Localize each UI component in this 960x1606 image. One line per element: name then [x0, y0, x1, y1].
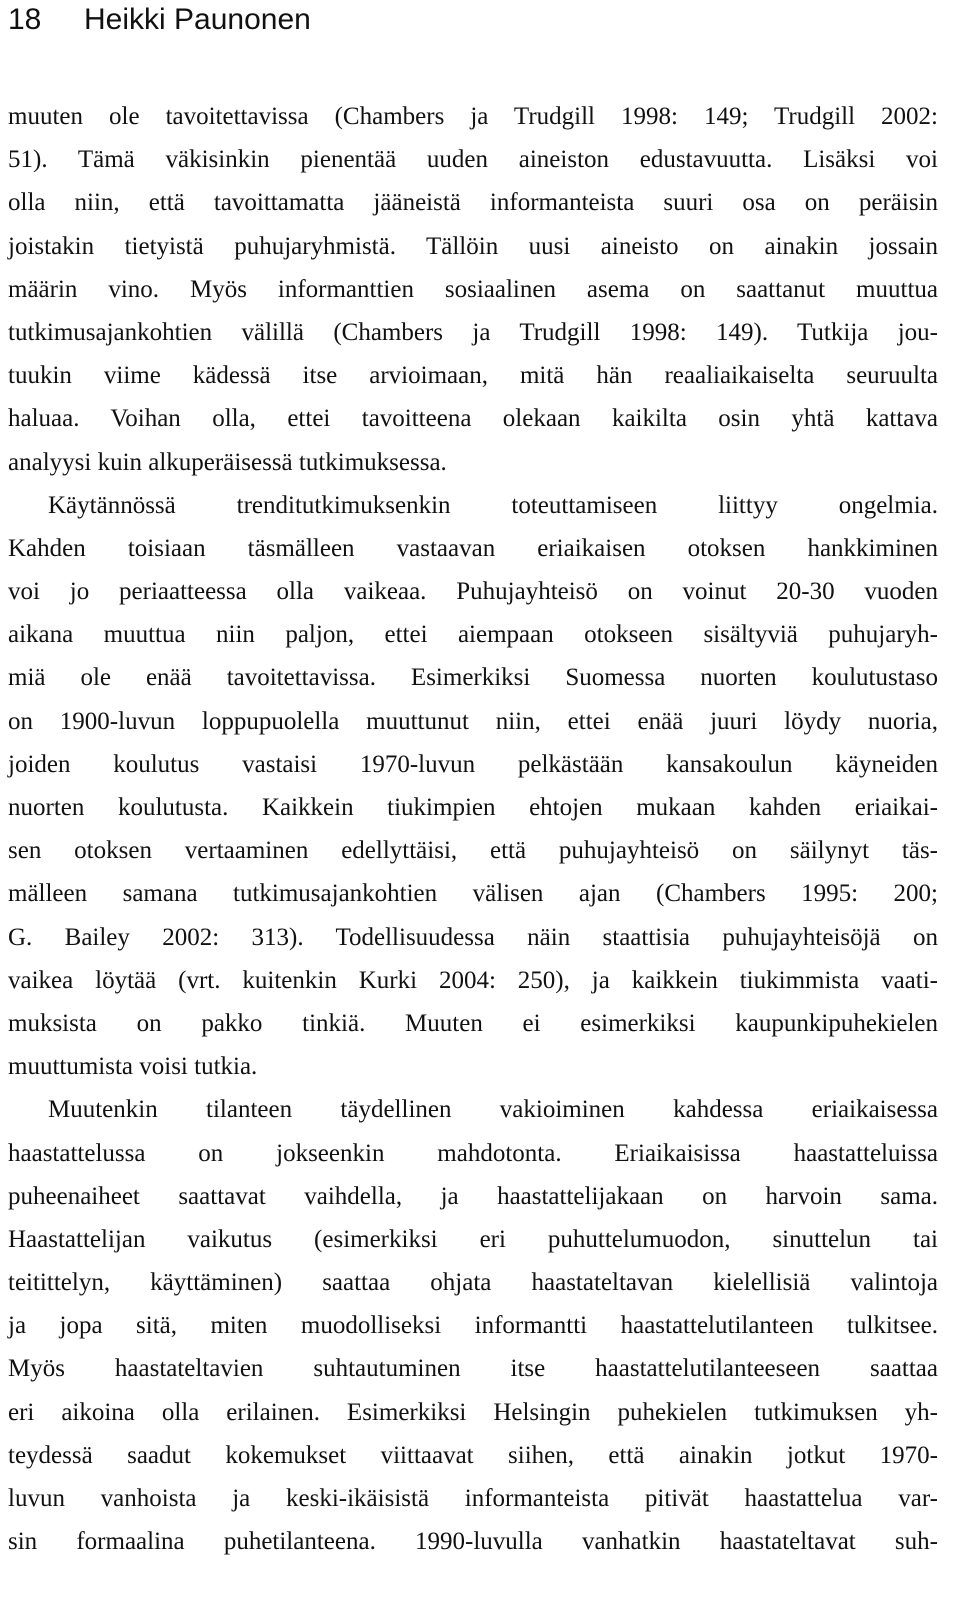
text-line: muuttumista voisi tutkia.: [8, 1053, 258, 1081]
text-line: muuten ole tavoitettavissa (Chambers ja Trudgill 1998: 149; Trudgill 2002:: [8, 103, 938, 130]
paragraph: [8, 1088, 938, 1563]
text-line: joiden koulutus vastaisi 1970-luvun pelkästään kansakoulun käyneiden: [8, 750, 938, 778]
text-line: nuorten koulutusta. Kaikkein tiukimpien ehtojen mukaan kahden eriaikai-: [8, 794, 938, 821]
text-line: miä ole enää tavoitettavissa. Esimerkiksi Suomessa nuorten koulutustaso: [8, 664, 938, 692]
text-line: ja jopa sitä, miten muodolliseksi informantti haastattelutilanteen tulkitsee.: [8, 1312, 938, 1340]
text-line: G. Bailey 2002: 313). Todellisuudessa näin staattisia puhujayhteisöjä on: [8, 923, 938, 951]
text-line: määrin vino. Myös informanttien sosiaalinen asema on saattanut muuttua: [8, 275, 938, 303]
text-line: teitittelyn, käyttäminen) saattaa ohjata haastateltavan kielellisiä valintoja: [8, 1269, 938, 1297]
running-head: Heikki Paunonen: [84, 3, 311, 36]
text-line: eri aikoina olla erilainen. Esimerkiksi Helsingin puhekielen tutkimuksen yh-: [8, 1398, 938, 1426]
text-line: joistakin tietyistä puhujaryhmistä. Tällöin uusi aineisto on ainakin jossain: [8, 232, 938, 260]
text-line: tutkimusajankohtien välillä (Chambers ja Trudgill 1998: 149). Tutkija jou-: [8, 318, 938, 346]
text-line: voi jo periaatteessa olla vaikeaa. Puhujayhteisö on voinut 20-30 vuoden: [8, 578, 938, 606]
text-line: on 1900-luvun loppupuolella muuttunut niin, ettei enää juuri löydy nuoria,: [8, 707, 938, 735]
text-line: sin formaalina puhetilanteena. 1990-luvulla vanhatkin haastateltavat suh-: [8, 1528, 938, 1556]
paragraph: [8, 95, 938, 484]
page-number: 18: [8, 3, 42, 36]
text-line: sen otoksen vertaaminen edellyttäisi, että puhujayhteisö on säilynyt täs-: [8, 837, 938, 865]
text-line: Myös haastateltavien suhtautuminen itse haastattelutilanteeseen saattaa: [8, 1355, 938, 1383]
page-header: [8, 0, 311, 40]
body-text: [8, 95, 938, 1563]
text-line: tuukin viime kädessä itse arvioimaan, mitä hän reaaliaikaiselta seuruulta: [8, 362, 938, 390]
text-line: olla niin, että tavoittamatta jääneistä informanteista suuri osa on peräisin: [8, 189, 938, 217]
text-line: muksista on pakko tinkiä. Muuten ei esimerkiksi kaupunkipuhekielen: [8, 1009, 938, 1037]
text-line: Haastattelijan vaikutus (esimerkiksi eri puhuttelumuodon, sinuttelun tai: [8, 1225, 938, 1253]
text-line: Kahden toisiaan täsmälleen vastaavan eriaikaisen otoksen hankkiminen: [8, 534, 938, 562]
text-line: Käytännössä trenditutkimuksenkin toteuttamiseen liittyy ongelmia.: [48, 491, 938, 519]
text-line: analyysi kuin alkuperäisessä tutkimuksessa.: [8, 448, 447, 476]
text-line: haluaa. Voihan olla, ettei tavoitteena olekaan kaikilta osin yhtä kattava: [8, 405, 938, 433]
text-line: aikana muuttua niin paljon, ettei aiempaan otokseen sisältyviä puhujaryh-: [8, 621, 938, 649]
text-line: teydessä saadut kokemukset viittaavat siihen, että ainakin jotkut 1970-: [8, 1441, 938, 1469]
text-line: puheenaiheet saattavat vaihdella, ja haastattelijakaan on harvoin sama.: [8, 1182, 938, 1210]
paragraph: [8, 484, 938, 1089]
text-line: Muutenkin tilanteen täydellinen vakioiminen kahdessa eriaikaisessa: [48, 1096, 938, 1124]
text-line: vaikea löytää (vrt. kuitenkin Kurki 2004: 250), ja kaikkein tiukimmista vaati-: [8, 966, 938, 994]
text-line: 51). Tämä väkisinkin pienentää uuden aineiston edustavuutta. Lisäksi voi: [8, 146, 938, 174]
text-line: mälleen samana tutkimusajankohtien välisen ajan (Chambers 1995: 200;: [8, 880, 938, 908]
text-line: haastattelussa on jokseenkin mahdotonta. Eriaikaisissa haastatteluissa: [8, 1139, 938, 1167]
text-line: luvun vanhoista ja keski-ikäisistä informanteista pitivät haastattelua var-: [8, 1485, 938, 1512]
